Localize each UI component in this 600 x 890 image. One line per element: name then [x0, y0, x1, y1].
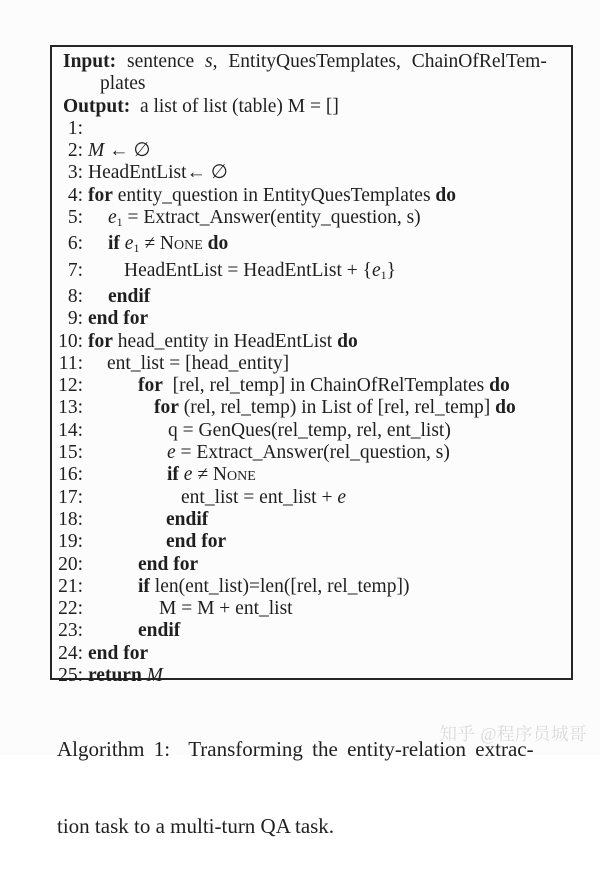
algorithm-line — [58, 260, 566, 286]
line-content: end for — [88, 642, 149, 664]
algorithm-line — [58, 397, 566, 419]
line-content: if e ≠ None — [167, 464, 256, 486]
algorithm-line — [58, 233, 566, 259]
line-number: 5: — [67, 207, 83, 229]
algorithm-line — [58, 207, 566, 233]
algorithm-line — [58, 185, 566, 207]
algorithm-line — [58, 442, 566, 464]
algorithm-line — [58, 73, 566, 95]
line-number: 6: — [67, 233, 83, 255]
line-content: M = M + ent_list — [159, 598, 293, 620]
line-content: for entity_question in EntityQuesTemplates do — [88, 184, 457, 206]
line-content: end for — [88, 308, 149, 330]
algorithm-line — [58, 620, 566, 642]
line-number: 20: — [58, 553, 83, 575]
algorithm-line — [58, 464, 566, 486]
line-content: for head_entity in HeadEntList do — [88, 330, 358, 352]
algorithm-line — [58, 308, 566, 330]
line-number: 8: — [67, 285, 83, 307]
algorithm-line — [58, 420, 566, 442]
algorithm-line — [58, 665, 566, 687]
line-number: 18: — [58, 508, 83, 530]
line-content: return M — [88, 665, 163, 687]
line-content: if len(ent_list)=len([rel, rel_temp]) — [138, 575, 410, 597]
line-content: e1 = Extract_Answer(entity_question, s) — [108, 207, 421, 230]
algorithm-line — [58, 509, 566, 531]
algorithm-line — [58, 96, 566, 118]
line-content: M ← ∅ — [88, 140, 151, 162]
line-content: q = GenQues(rel_temp, rel, ent_list) — [168, 419, 451, 441]
algorithm-line — [58, 487, 566, 509]
line-content: plates — [100, 73, 146, 95]
algorithm-line — [58, 554, 566, 576]
line-number: 4: — [67, 184, 83, 206]
algorithm-line — [58, 598, 566, 620]
line-content: end for — [138, 553, 199, 575]
line-number: 11: — [58, 352, 83, 374]
line-number: 21: — [58, 575, 83, 597]
line-content: endif — [138, 620, 181, 642]
line-content: end for — [166, 531, 227, 553]
line-content: if e1 ≠ None do — [108, 233, 229, 256]
line-number: 22: — [58, 598, 83, 620]
line-content: for (rel, rel_temp) in List of [rel, rel_temp] do — [154, 397, 516, 419]
line-number: 3: — [67, 162, 83, 184]
line-number: 19: — [58, 531, 83, 553]
line-content: ent_list = ent_list + e — [181, 486, 346, 508]
algorithm-line — [58, 51, 566, 73]
line-content: ent_list = [head_entity] — [107, 352, 290, 374]
line-number: 13: — [58, 397, 83, 419]
algorithm-line — [58, 331, 566, 353]
line-number: 1: — [67, 117, 83, 139]
algorithm-caption — [57, 686, 577, 890]
algorithm-line — [58, 286, 566, 308]
algorithm-line — [58, 375, 566, 397]
algorithm-pseudocode — [58, 51, 566, 687]
line-content: Input: sentence s, EntityQuesTemplates, ChainOfRelTem- — [63, 51, 547, 72]
line-number: 17: — [58, 486, 83, 508]
line-number: 10: — [58, 330, 83, 352]
algorithm-line — [58, 118, 566, 140]
line-number: 16: — [58, 464, 83, 486]
watermark: 知乎 @程序员城哥 — [439, 724, 587, 744]
line-number: 24: — [58, 642, 83, 664]
line-content: for [rel, rel_temp] in ChainOfRelTemplates do — [138, 375, 510, 397]
algorithm-line — [58, 162, 566, 184]
line-number: 7: — [67, 259, 83, 281]
line-content: endif — [166, 508, 209, 530]
caption-line-2: tion task to a multi-turn QA task. — [57, 813, 335, 838]
line-content: HeadEntList← ∅ — [88, 162, 228, 184]
line-number: 14: — [58, 419, 83, 441]
line-content: e = Extract_Answer(rel_question, s) — [167, 442, 450, 464]
caption-line-1: Algorithm 1: Transforming the entity-relation extrac- — [57, 737, 534, 761]
line-number: 23: — [58, 620, 83, 642]
line-number: 9: — [67, 308, 83, 330]
algorithm-box — [50, 45, 573, 687]
algorithm-line — [58, 531, 566, 553]
line-content: endif — [108, 285, 151, 307]
algorithm-line — [58, 576, 566, 598]
line-number: 12: — [58, 375, 83, 397]
line-number: 25: — [58, 665, 83, 687]
algorithm-line — [58, 140, 566, 162]
algorithm-line — [58, 353, 566, 375]
algorithm-line — [58, 643, 566, 665]
line-content: HeadEntList = HeadEntList + {e1} — [124, 259, 396, 282]
line-number: 15: — [58, 442, 83, 464]
line-number: 2: — [67, 140, 83, 162]
line-content: Output: a list of list (table) M = [] — [63, 95, 339, 117]
